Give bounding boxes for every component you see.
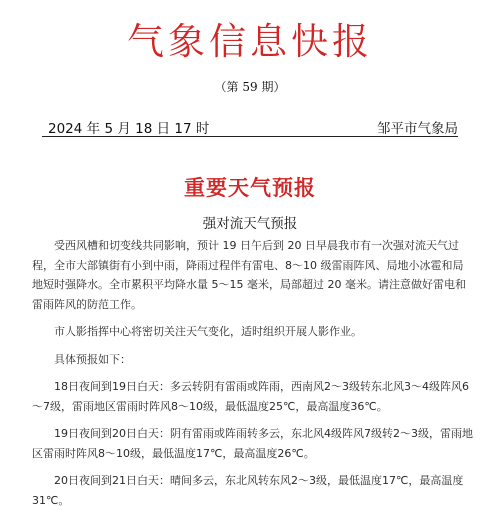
issue-number: （第 59 期） — [214, 80, 286, 94]
masthead-title: 气象信息快报 — [127, 20, 373, 63]
header-divider — [42, 136, 458, 137]
article-subhead: 强对流天气预报 — [202, 216, 298, 232]
paragraph-forecast-intro: 具体预报如下： — [54, 352, 131, 366]
paragraph-forecast-day1: 18日夜间到19日白天：多云转阴有雷雨或阵雨，西南风2～3级转东北风3～4级阵风6～7级，雷雨地区雷雨时阵风8～10级，最低温度25℃，最高温度36℃。 — [32, 380, 469, 413]
paragraph-weather-modification: 市人影指挥中心将密切关注天气变化，适时组织开展人影作业。 — [54, 325, 362, 338]
paragraph-summary: 受西风槽和切变线共同影响，预计 19 日午后到 20 日早晨我市有一次强对流天气过程，全市大部镇街有小到中雨，降雨过程伴有雷电、8～10 级雷雨阵风、局地小冰雹和局地短时强降水。全市累积平均降水量 5～15 毫米，局部超过 20 毫米。请注意做好雷电和雷雨阵风的防范工作。 — [32, 239, 466, 311]
issuing-agency: 邹平市气象局 — [377, 121, 458, 137]
issue-date: 2024 年 5 月 18 日 17 时 — [48, 121, 210, 137]
paragraph-forecast-day2: 19日夜间到20日白天：阴有雷雨或阵雨转多云，东北风4级阵风7级转2～3级，雷雨地区雷雨时阵风8～10级，最低温度17℃，最高温度26℃。 — [32, 427, 473, 460]
paragraph-forecast-day3: 20日夜间到21日白天：晴间多云，东北风转东风2～3级，最低温度17℃，最高温度31℃。 — [32, 474, 464, 507]
article-body — [32, 236, 474, 518]
article-headline: 重要天气预报 — [184, 176, 316, 200]
